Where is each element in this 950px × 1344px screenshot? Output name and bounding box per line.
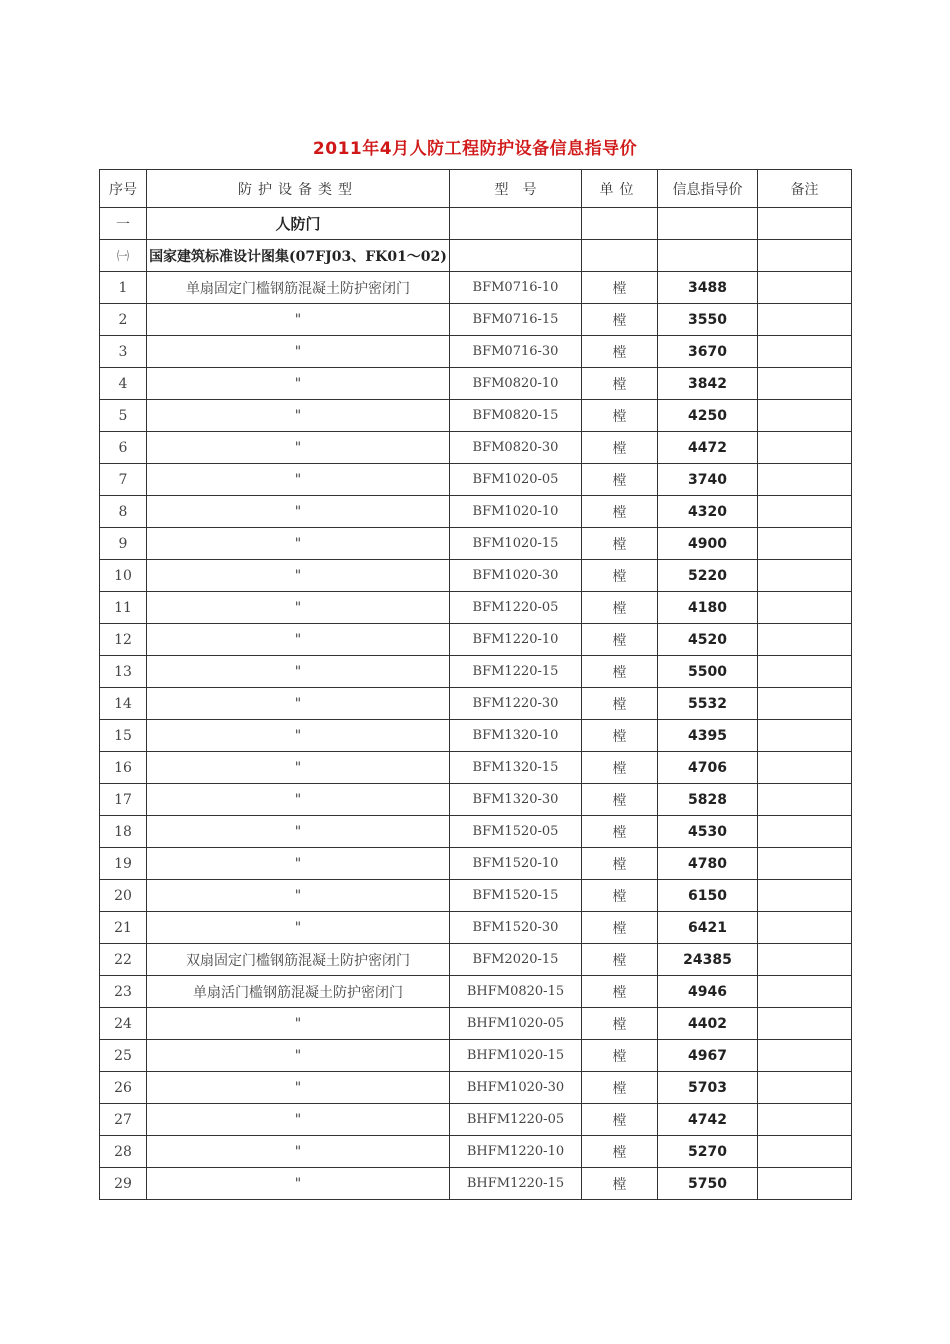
- row-model: BFM0820-30: [450, 432, 582, 464]
- row-no: 26: [100, 1072, 147, 1104]
- subsection-no: ㈠: [100, 240, 147, 272]
- row-price: 4780: [658, 848, 758, 880]
- row-remark: [758, 400, 852, 432]
- row-type: ": [147, 464, 450, 496]
- row-type: ": [147, 816, 450, 848]
- row-type: ": [147, 432, 450, 464]
- row-unit: 樘: [582, 1008, 658, 1040]
- row-model: BFM1220-05: [450, 592, 582, 624]
- row-price: 6150: [658, 880, 758, 912]
- table-row: [100, 1104, 852, 1136]
- row-unit: 樘: [582, 976, 658, 1008]
- row-no: 10: [100, 560, 147, 592]
- row-price: 4395: [658, 720, 758, 752]
- row-remark: [758, 1104, 852, 1136]
- row-price: 4250: [658, 400, 758, 432]
- row-remark: [758, 752, 852, 784]
- row-price: 4706: [658, 752, 758, 784]
- row-model: BHFM0820-15: [450, 976, 582, 1008]
- document-title: 2011年4月人防工程防护设备信息指导价: [312, 139, 638, 159]
- row-model: BFM0716-30: [450, 336, 582, 368]
- table-row: [100, 944, 852, 976]
- section-remark-cell: [758, 208, 852, 240]
- row-model: BHFM1220-05: [450, 1104, 582, 1136]
- row-unit: 樘: [582, 816, 658, 848]
- row-type: ": [147, 400, 450, 432]
- row-type: ": [147, 336, 450, 368]
- row-no: 25: [100, 1040, 147, 1072]
- row-no: 21: [100, 912, 147, 944]
- row-no: 3: [100, 336, 147, 368]
- row-no: 4: [100, 368, 147, 400]
- row-model: BFM1320-30: [450, 784, 582, 816]
- row-remark: [758, 784, 852, 816]
- subsection-label: 国家建筑标准设计图集(07FJ03、FK01～02): [147, 240, 450, 272]
- row-no: 12: [100, 624, 147, 656]
- table-row: [100, 368, 852, 400]
- row-model: BFM1520-05: [450, 816, 582, 848]
- table-row: [100, 688, 852, 720]
- table-body: [100, 208, 852, 1200]
- row-unit: 樘: [582, 720, 658, 752]
- row-remark: [758, 432, 852, 464]
- row-price: 5532: [658, 688, 758, 720]
- table-row: [100, 496, 852, 528]
- table-row: [100, 752, 852, 784]
- table-row: [100, 1072, 852, 1104]
- row-price: 5500: [658, 656, 758, 688]
- row-type: ": [147, 1008, 450, 1040]
- table-row: [100, 624, 852, 656]
- row-model: BHFM1020-05: [450, 1008, 582, 1040]
- row-unit: 樘: [582, 1104, 658, 1136]
- header-no: 序号: [100, 170, 147, 208]
- table-row: [100, 720, 852, 752]
- row-no: 14: [100, 688, 147, 720]
- row-type: ": [147, 1136, 450, 1168]
- section-model-cell: [450, 208, 582, 240]
- row-no: 17: [100, 784, 147, 816]
- row-remark: [758, 336, 852, 368]
- row-type: 单扇固定门槛钢筋混凝土防护密闭门: [147, 272, 450, 304]
- row-no: 6: [100, 432, 147, 464]
- row-model: BFM0716-10: [450, 272, 582, 304]
- row-type: ": [147, 1168, 450, 1200]
- row-remark: [758, 1136, 852, 1168]
- table-row: [100, 592, 852, 624]
- row-unit: 樘: [582, 272, 658, 304]
- row-unit: 樘: [582, 784, 658, 816]
- section-label: 人防门: [147, 208, 450, 240]
- row-no: 22: [100, 944, 147, 976]
- row-model: BFM0820-15: [450, 400, 582, 432]
- table-row: [100, 1136, 852, 1168]
- table-row: [100, 816, 852, 848]
- row-unit: 樘: [582, 336, 658, 368]
- row-unit: 樘: [582, 368, 658, 400]
- row-unit: 樘: [582, 592, 658, 624]
- row-remark: [758, 560, 852, 592]
- subsection-remark-cell: [758, 240, 852, 272]
- row-price: 4180: [658, 592, 758, 624]
- row-no: 20: [100, 880, 147, 912]
- row-price: 4742: [658, 1104, 758, 1136]
- row-remark: [758, 944, 852, 976]
- row-price: 6421: [658, 912, 758, 944]
- row-price: 4472: [658, 432, 758, 464]
- row-model: BFM1220-30: [450, 688, 582, 720]
- row-unit: 樘: [582, 560, 658, 592]
- row-unit: 樘: [582, 528, 658, 560]
- header-price: 信息指导价: [658, 170, 758, 208]
- row-type: ": [147, 368, 450, 400]
- row-model: BFM0716-15: [450, 304, 582, 336]
- row-unit: 樘: [582, 1136, 658, 1168]
- row-model: BHFM1220-15: [450, 1168, 582, 1200]
- row-model: BFM1520-30: [450, 912, 582, 944]
- row-model: BFM1020-30: [450, 560, 582, 592]
- row-unit: 樘: [582, 432, 658, 464]
- row-unit: 樘: [582, 1168, 658, 1200]
- row-price: 4946: [658, 976, 758, 1008]
- row-model: BHFM1020-15: [450, 1040, 582, 1072]
- table-row: [100, 880, 852, 912]
- row-model: BFM0820-10: [450, 368, 582, 400]
- row-type: ": [147, 528, 450, 560]
- row-type: ": [147, 1040, 450, 1072]
- row-unit: 樘: [582, 880, 658, 912]
- row-remark: [758, 368, 852, 400]
- row-remark: [758, 688, 852, 720]
- table-row: [100, 976, 852, 1008]
- row-price: 5828: [658, 784, 758, 816]
- row-type: ": [147, 880, 450, 912]
- row-price: 5750: [658, 1168, 758, 1200]
- row-price: 3550: [658, 304, 758, 336]
- row-no: 5: [100, 400, 147, 432]
- row-unit: 樘: [582, 496, 658, 528]
- row-unit: 樘: [582, 304, 658, 336]
- row-price: 5703: [658, 1072, 758, 1104]
- row-price: 4402: [658, 1008, 758, 1040]
- row-type: 双扇固定门槛钢筋混凝土防护密闭门: [147, 944, 450, 976]
- row-no: 1: [100, 272, 147, 304]
- table-row: [100, 560, 852, 592]
- row-type: ": [147, 1072, 450, 1104]
- row-model: BFM1220-15: [450, 656, 582, 688]
- row-price: 3740: [658, 464, 758, 496]
- row-remark: [758, 976, 852, 1008]
- row-unit: 樘: [582, 752, 658, 784]
- row-no: 29: [100, 1168, 147, 1200]
- row-remark: [758, 656, 852, 688]
- row-no: 24: [100, 1008, 147, 1040]
- row-model: BFM1020-05: [450, 464, 582, 496]
- row-type: ": [147, 304, 450, 336]
- section-no: 一: [100, 208, 147, 240]
- row-type: ": [147, 752, 450, 784]
- subsection-model-cell: [450, 240, 582, 272]
- row-unit: 樘: [582, 464, 658, 496]
- row-price: 3670: [658, 336, 758, 368]
- row-type: ": [147, 720, 450, 752]
- table-row: [100, 272, 852, 304]
- table-header-row: [100, 170, 852, 208]
- row-no: 9: [100, 528, 147, 560]
- row-type: ": [147, 624, 450, 656]
- row-price: 24385: [658, 944, 758, 976]
- row-no: 15: [100, 720, 147, 752]
- row-unit: 樘: [582, 624, 658, 656]
- row-model: BFM2020-15: [450, 944, 582, 976]
- row-no: 19: [100, 848, 147, 880]
- row-unit: 樘: [582, 912, 658, 944]
- row-price: 4900: [658, 528, 758, 560]
- row-no: 7: [100, 464, 147, 496]
- table-row: [100, 464, 852, 496]
- row-type: ": [147, 912, 450, 944]
- row-price: 5220: [658, 560, 758, 592]
- row-remark: [758, 816, 852, 848]
- row-no: 11: [100, 592, 147, 624]
- row-no: 23: [100, 976, 147, 1008]
- table-row: [100, 1008, 852, 1040]
- row-type: ": [147, 592, 450, 624]
- row-remark: [758, 592, 852, 624]
- row-price: 3488: [658, 272, 758, 304]
- header-unit: 单位: [582, 170, 658, 208]
- row-type: 单扇活门槛钢筋混凝土防护密闭门: [147, 976, 450, 1008]
- row-model: BFM1020-15: [450, 528, 582, 560]
- row-unit: 樘: [582, 400, 658, 432]
- row-model: BFM1020-10: [450, 496, 582, 528]
- table-row: [100, 912, 852, 944]
- section-row: [100, 208, 852, 240]
- table-row: [100, 784, 852, 816]
- row-no: 13: [100, 656, 147, 688]
- subsection-unit-cell: [582, 240, 658, 272]
- row-type: ": [147, 560, 450, 592]
- row-no: 16: [100, 752, 147, 784]
- row-remark: [758, 1072, 852, 1104]
- table-row: [100, 432, 852, 464]
- row-type: ": [147, 688, 450, 720]
- row-remark: [758, 1008, 852, 1040]
- row-type: ": [147, 496, 450, 528]
- table-row: [100, 528, 852, 560]
- row-model: BHFM1020-30: [450, 1072, 582, 1104]
- row-remark: [758, 496, 852, 528]
- row-remark: [758, 1040, 852, 1072]
- table-row: [100, 304, 852, 336]
- row-type: ": [147, 848, 450, 880]
- row-unit: 樘: [582, 848, 658, 880]
- row-price: 4967: [658, 1040, 758, 1072]
- table-row: [100, 1168, 852, 1200]
- row-no: 18: [100, 816, 147, 848]
- section-price-cell: [658, 208, 758, 240]
- row-model: BFM1520-15: [450, 880, 582, 912]
- row-no: 2: [100, 304, 147, 336]
- subsection-row: [100, 240, 852, 272]
- row-unit: 樘: [582, 656, 658, 688]
- header-type: 防护设备类型: [147, 170, 450, 208]
- row-no: 28: [100, 1136, 147, 1168]
- row-remark: [758, 528, 852, 560]
- table-row: [100, 1040, 852, 1072]
- row-price: 4530: [658, 816, 758, 848]
- row-price: 4520: [658, 624, 758, 656]
- row-model: BFM1320-10: [450, 720, 582, 752]
- row-type: ": [147, 1104, 450, 1136]
- row-unit: 樘: [582, 688, 658, 720]
- row-unit: 樘: [582, 1040, 658, 1072]
- header-model: 型 号: [450, 170, 582, 208]
- row-remark: [758, 912, 852, 944]
- price-table: [99, 169, 852, 1200]
- table-row: [100, 400, 852, 432]
- subsection-price-cell: [658, 240, 758, 272]
- row-model: BFM1220-10: [450, 624, 582, 656]
- row-price: 5270: [658, 1136, 758, 1168]
- row-price: 3842: [658, 368, 758, 400]
- table-row: [100, 848, 852, 880]
- row-remark: [758, 880, 852, 912]
- row-unit: 樘: [582, 1072, 658, 1104]
- row-remark: [758, 304, 852, 336]
- row-no: 8: [100, 496, 147, 528]
- row-remark: [758, 272, 852, 304]
- table-row: [100, 656, 852, 688]
- row-remark: [758, 720, 852, 752]
- header-remark: 备注: [758, 170, 852, 208]
- row-model: BFM1520-10: [450, 848, 582, 880]
- row-remark: [758, 1168, 852, 1200]
- row-no: 27: [100, 1104, 147, 1136]
- row-remark: [758, 624, 852, 656]
- row-unit: 樘: [582, 944, 658, 976]
- row-remark: [758, 464, 852, 496]
- row-price: 4320: [658, 496, 758, 528]
- row-remark: [758, 848, 852, 880]
- row-type: ": [147, 784, 450, 816]
- table-row: [100, 336, 852, 368]
- row-type: ": [147, 656, 450, 688]
- section-unit-cell: [582, 208, 658, 240]
- row-model: BHFM1220-10: [450, 1136, 582, 1168]
- row-model: BFM1320-15: [450, 752, 582, 784]
